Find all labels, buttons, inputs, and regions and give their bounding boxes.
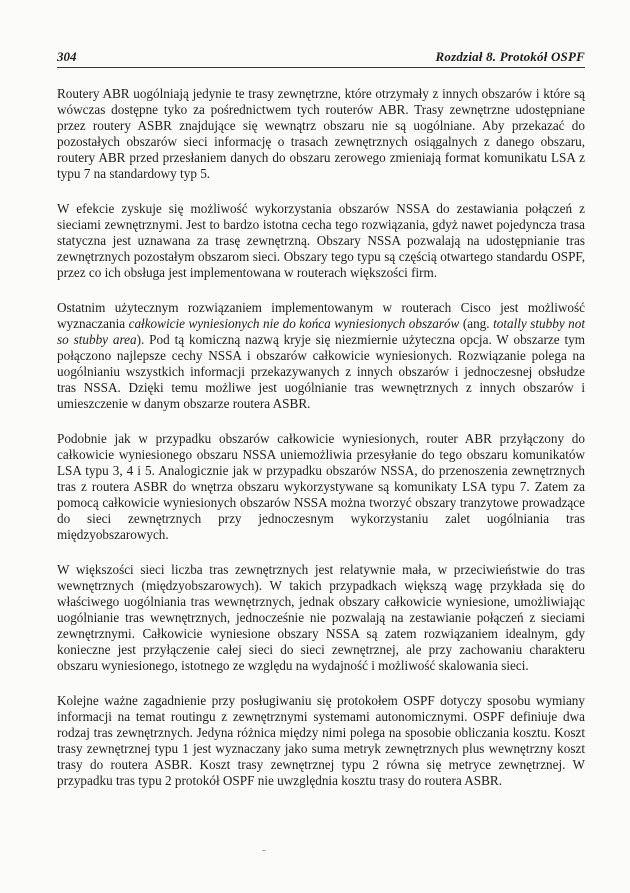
paragraph-4: Podobnie jak w przypadku obszarów całkowicie wyniesionych, router ABR przyłączony do całkowicie wyniesionego obszaru NSSA uniemożliwia przesyłanie do tego obszaru komunikatów LSA typu 3, 4 i 5. Analogicznie jak w przypadku obszarów NSSA, do przenoszenia zewnętrznych tras z routera ASBR do wnętrza obszaru wykorzystywane są komunikaty LSA typu 7. Zatem za pomocą całkowicie wyniesionych obszarów NSSA można tworzyć obszary tranzytowe prowadzące do sieci zewnętrznych przy jednoczesnym wykorzystaniu zalet uogólniania tras międzyobszarowych. xyxy=(57,431,585,542)
paragraph-3-italic-term: całkowicie wyniesionych nie do końca wyniesionych obszarów xyxy=(128,316,460,331)
paragraph-1: Routery ABR uogólniają jedynie te trasy zewnętrzne, które otrzymały z innych obszarów i które są wówczas dostępne tyko za pośrednictwem tych routerów ABR. Trasy zewnętrzne udostępniane przez routery ASBR znajdujące się wewnątrz obszaru nie są uogólniane. Aby przekazać do pozostałych obszarów sieci informację o trasach zewnętrznych osiągalnych z danego obszaru, routery ABR przed przesłaniem danych do obszaru zerowego zmieniają format komunikatu LSA z typu 7 na standardowy typ 5. xyxy=(57,86,585,181)
body-text xyxy=(57,86,585,808)
paragraph-5: W większości sieci liczba tras zewnętrznych jest relatywnie mała, w przeciwieństwie do tras wewnętrznych (międzyobszarowych). W takich przypadkach większą wagę przykłada się do właściwego uogólniania tras wewnętrznych, jednak obszary całkowicie wyniesione, umożliwiając uogólnianie tras wewnętrznych, jednocześnie nie pozwalają na zestawianie połączeń z sieciami zewnętrznymi. Całkowicie wyniesione obszary NSSA są zatem rozwiązaniem idealnym, gdy konieczne jest przyłączenie całej sieci do sieci zewnętrznej, ale przy zachowaniu charakteru obszaru wyniesionego, istotnego ze względu na wydajność i możliwość skalowania sieci. xyxy=(57,562,585,673)
paragraph-3-text-b: (ang. xyxy=(462,316,490,331)
paragraph-3-text-c: ). Pod tą komiczną nazwą kryje się niezmiernie użyteczna opcja. W obszarze tym połączono najlepsze cechy NSSA i obszarów całkowicie wyniesionych. Rozwiązanie polega na uogólnianiu wszystkich informacji przekazywanych z innych obszarów i jednoczesnej obsłudze tras NSSA. Dzięki temu możliwe jest uogólnianie tras wewnętrznych z innych obszarów i umieszczenie w danym obszarze routera ASBR. xyxy=(57,332,585,411)
paragraph-3-text-a: Ostatnim użytecznym rozwiązaniem implementowanym w routerach Cisco jest możliwość wyznaczania xyxy=(57,300,585,331)
paragraph-3 xyxy=(57,300,585,412)
paragraph-2: W efekcie zyskuje się możliwość wykorzystania obszarów NSSA do zestawiania połączeń z sieciami zewnętrznymi. Jest to bardzo istotna cecha tego rozwiązania, gdyż nawet pojedyncza trasa statyczna jest uznawana za trasę zewnętrzną. Obszary NSSA pozwalają na udostępnianie tras zewnętrznych pozostałym obszarom sieci. Obszary tego typu są częścią otwartego standardu OSPF, przez co ich obsługa jest implementowana w routerach większości firm. xyxy=(57,201,585,280)
chapter-title: Rozdział 8. Protokół OSPF xyxy=(435,49,585,64)
page-number: 304 xyxy=(57,49,77,64)
paragraph-6: Kolejne ważne zagadnienie przy posługiwaniu się protokołem OSPF dotyczy sposobu wymiany informacji na temat routingu z zewnętrznymi systemami autonomicznymi. OSPF definiuje dwa rodzaj tras zewnętrznych. Jedyna różnica między nimi polega na sposobie obliczania kosztu. Koszt trasy zewnętrznej typu 1 jest wyznaczany jako suma metryk zewnętrznych plus wewnętrzny koszt trasy do routera ASBR. Koszt trasy zewnętrznej typu 2 równa się metryce zewnętrznej. W przypadku tras typu 2 protokół OSPF nie uwzględnia kosztu trasy do routera ASBR. xyxy=(57,693,585,788)
paragraph-3-english-term: totally stubby not so stubby area xyxy=(57,316,586,347)
scan-mark: ˜ xyxy=(262,848,266,860)
page-header xyxy=(57,47,585,68)
